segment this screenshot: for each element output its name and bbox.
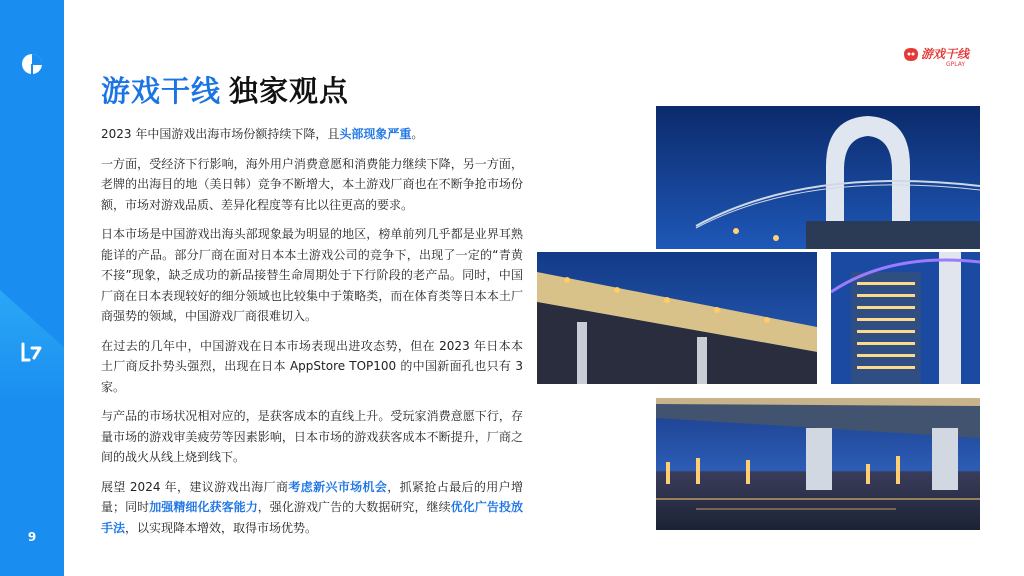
body-span: 日本市场是中国游戏出海头部现象最为明显的地区，榜单前列几乎都是业界耳熟能详的产品。部分厂商在面对日本本土游戏公司的竞争下，出现了一定的“青黄不接”现象，缺乏成功的新品接替生命周期处于下行阶段的老产品。同时，中国厂商在日本表现较好的细分领域也比较集中于策略类，而在体育类等日本本土厂商强势的领域，中国游戏厂商很难切入。: [101, 227, 523, 323]
highlight-text: 优化广告投放手法: [101, 500, 523, 535]
highlight-text: 头部现象严重: [339, 127, 412, 141]
body-text: [101, 124, 523, 547]
paragraph: [101, 124, 523, 145]
river-bridge-photo: [656, 398, 980, 530]
body-span: ，强化游戏广告的大数据研究，继续: [257, 500, 451, 514]
body-span: 展望 2024 年，建议游戏出海厂商: [101, 479, 289, 494]
highlight-text: 加强精细化获客能力: [149, 500, 258, 514]
page-number: 9: [27, 530, 37, 544]
body-span: 2023 年中国游戏出海市场份额持续下降，且: [101, 127, 340, 141]
body-span: 在过去的几年中，中国游戏在日本市场表现出进攻态势，但在 2023 年日本本土厂商反扑势头强烈，出现在日本 AppStore TOP100 的中国新面孔也只有 3 家。: [101, 338, 523, 394]
bridge-side-photo: [537, 252, 817, 384]
gplay-logo: [900, 42, 980, 70]
title-topic: 独家观点: [229, 74, 350, 108]
svg-text:GPLAY: GPLAY: [946, 61, 966, 68]
highlight-text: 考虑新兴市场机会: [288, 479, 388, 494]
body-span: 与产品的市场状况相对应的，是获客成本的直线上升。受玩家消费意愿下行，存量市场的游戏审美疲劳等因素影响，日本市场的游戏获客成本不断提升，厂商之间的战火从线上烧到线下。: [101, 409, 523, 464]
body-span: 一方面，受经济下行影响，海外用户消费意愿和消费能力继续下降，另一方面，老牌的出海目的地（美日韩）竞争不断增大，本土游戏厂商也在不断争抢市场份额，市场对游戏品质、差异化程度等有比以往更高的要求。: [101, 156, 523, 212]
body-span: ，以实现降本增效，取得市场优势。: [125, 520, 318, 535]
paragraph: [101, 406, 523, 468]
page-title: [101, 69, 349, 110]
bridge-arch-photo: [656, 106, 980, 249]
pie-chart-icon: [20, 52, 44, 76]
paragraph: [101, 477, 523, 539]
body-span: ，抓紧抢占最后的用户增量；同时: [101, 479, 523, 514]
body-span: 。: [411, 127, 424, 141]
paragraph: [101, 336, 523, 398]
paragraph: [101, 154, 523, 216]
svg-text:游戏干线: 游戏干线: [921, 47, 970, 61]
brand-mark-icon: [20, 340, 44, 364]
city-tower-photo: [831, 252, 980, 384]
title-brand: 游戏干线: [101, 74, 222, 108]
paragraph: [101, 224, 523, 327]
left-sidebar: [0, 0, 64, 576]
